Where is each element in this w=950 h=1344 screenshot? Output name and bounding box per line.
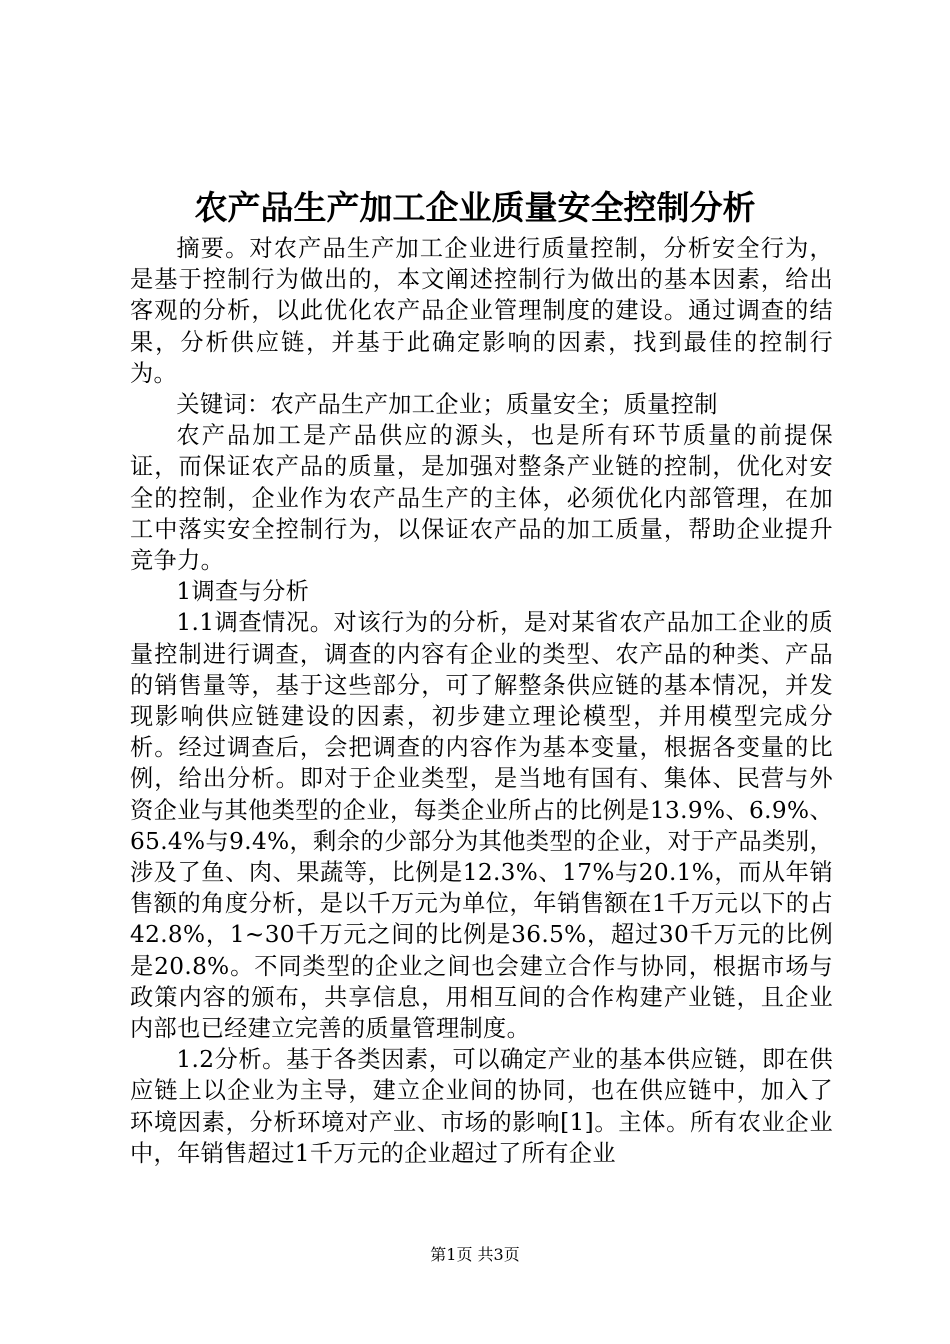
section-heading: 1调查与分析 <box>176 578 310 606</box>
abstract-paragraph: 摘要。对农产品生产加工企业进行质量控制，分析安全行为，是基于控制行为做出的，本文阐述控制行为做出的基本因素，给出客观的分析，以此优化农产品企业管理制度的建设。通过调查的结果，分析供应链，并基于此确定影响的因素，找到最佳的控制行为。 <box>130 235 833 387</box>
document-body <box>130 233 833 1169</box>
page-number-footer: 第1页 共3页 <box>430 1245 520 1264</box>
keywords-paragraph: 关键词：农产品生产加工企业；质量安全；质量控制 <box>176 391 718 419</box>
analysis-paragraph: 1.2分析。基于各类因素，可以确定产业的基本供应链，即在供应链上以企业为主导，建立企业间的协同，也在供应链中，加入了环境因素，分析环境对产业、市场的影响[1]。主体。所有农业企业中，年销售超过1千万元的企业超过了所有企业 <box>130 1046 833 1167</box>
intro-paragraph: 农产品加工是产品供应的源头，也是所有环节质量的前提保证，而保证农产品的质量，是加强对整条产业链的控制，优化对安全的控制，企业作为农产品生产的主体，必须优化内部管理，在加工中落实安全控制行为，以保证农产品的加工质量，帮助企业提升竞争力。 <box>130 422 833 575</box>
survey-paragraph: 1.1调查情况。对该行为的分析，是对某省农产品加工企业的质量控制进行调查，调查的内容有企业的类型、农产品的种类、产品的销售量等，基于这些部分，可了解整条供应链的基本情况，并发现影响供应链建设的因素，初步建立理论模型，并用模型完成分析。经过调查后，会把调查的内容作为基本变量，根据各变量的比例，给出分析。即对于企业类型，是当地有国有、集体、民营与外资企业与其他类型的企业，每类企业所占的比例是13.9%、6.9%、65.4%与9.4%，剩余的少部分为其他类型的企业，对于产品类别，涉及了鱼、肉、果蔬等，比例是12.3%、17%与20.1%，而从年销售额的角度分析，是以千万元为单位，年销售额在1千万元以下的占42.8%，1~30千万元之间的比例是36.5%，超过30千万元的比例是20.8%。不同类型的企业之间也会建立合作与协同，根据市场与政策内容的颁布，共享信息，用相互间的合作构建产业链，且企业内部也已经建立完善的质量管理制度。 <box>130 609 833 1043</box>
document-title: 农产品生产加工企业质量安全控制分析 <box>194 188 756 227</box>
